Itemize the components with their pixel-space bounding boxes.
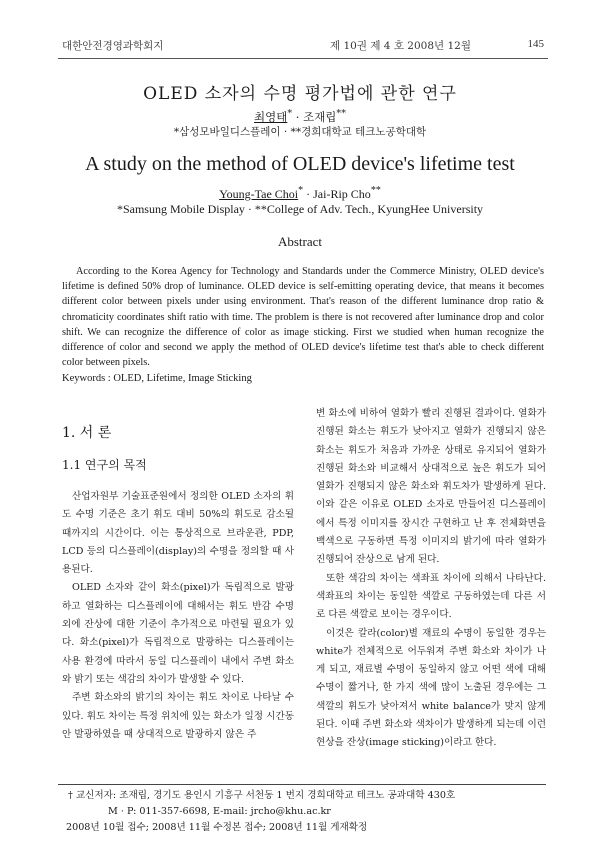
corresponding-author-note: † 교신저자: 조재립, 경기도 용인시 기흥구 서천동 1 번지 경희대학교 테크노 공과대학 430호 (68, 790, 456, 801)
paragraph: OLED 소자와 같이 화소(pixel)가 독립적으로 발광하고 열화하는 디스플레이에 대해서는 휘도 반감 수명 외에 잔상에 대한 기준이 추가적으로 마련될 필요가 있다. 화소(pixel)가 독립적으로 발광하는 디스플레이는 사용 환경에 따라서 동일 디스플레이 내에서 주변 화소와 밝기 또는 색감의 차이가 발생할 수 있다. (62, 582, 294, 685)
author-1-ko-mark: * (287, 108, 293, 119)
english-affiliation: *Samsung Mobile Display · **College of Adv. Tech., KyungHee University (116, 202, 484, 216)
abstract-heading: Abstract (277, 234, 323, 249)
author-2-en-mark: ** (370, 185, 381, 196)
paragraph: 변 화소에 비하여 열화가 빨리 진행된 결과이다. 열화가 진행된 화소는 휘도가 낮아지고 열화가 진행되지 않은 화소는 휘도가 처음과 가까운 상태로 유지되어 열화가 진행된 화소와 비교해서 상대적으로 높은 휘도가 되어 열화가 진행되지 않은 화소와 휘도차가 발생하게 된다. 이와 같은 이유로 OLED 소자로 만들어진 디스플레이에서 특정 이미지를 장시간 구현하고 난 후 전체화면을 백색으로 구동하면 특정 이미지의 밝기에 따라 열화가 진행되어 잔상으로 남게 된다. (316, 408, 546, 566)
page-number: 145 (527, 38, 544, 50)
paragraph: 주변 화소와의 밝기의 차이는 휘도 차이로 나타날 수 있다. 휘도 차이는 특정 위치에 있는 화소가 일정 시간동안 발광하였을 때 상대적으로 발광하지 않은 주 (62, 692, 294, 740)
paragraph: 또한 색감의 차이는 색좌표 차이에 의해서 나타난다. 색좌표의 차이는 동일한 색깔로 구동하였는데 다른 서로 다른 색깔로 보이는 경우이다. (316, 572, 546, 621)
author-2-en: Jai-Rip Cho (313, 187, 371, 201)
abstract-text: According to the Korea Agency for Technology and Standards under the Commerce Ministry, OLED device's lifetime is defined 50% drop of luminance. OLED device is self-emitting operating device, that means it becomes different color between pixels under using environment. That's reason of the different luminance drop ratio & chromaticity coordinates shift ratio with time. The problem is there is not recovered after luminance drop and color shift. We can recognize the difference of color as image sticking. First we studied when human recognize the difference of color and second we apply the method of OLED device's lifetime test that's able to check different color between pixels. (62, 266, 544, 369)
journal-name: 대한안전경영과학회지 (62, 40, 164, 52)
keywords: Keywords : OLED, Lifetime, Image Sticking (62, 373, 252, 384)
author-1-en-mark: * (298, 185, 304, 196)
author-1-ko: 최영태 (254, 109, 288, 124)
paragraph: 산업자원부 기술표준원에서 정의한 OLED 소자의 휘도 수명 기준은 초기 휘도 대비 50%의 휘도로 감소될 때까지의 시간이다. 이는 통상적으로 브라운관, PDP, LCD 등의 디스플레이(display)의 수명을 정의할 때 사용된다. (62, 491, 294, 576)
author-2-ko-mark: ** (336, 108, 346, 119)
subsection-heading-purpose: 1.1 연구의 목적 (62, 458, 147, 472)
footnote-rule (58, 784, 546, 785)
running-header (62, 38, 544, 56)
right-column (316, 405, 546, 753)
issue-info: 제 10권 제 4 호 2008년 12월 (330, 40, 472, 52)
korean-title: OLED 소자의 수명 평가법에 관한 연구 (143, 84, 457, 104)
korean-affiliation: *삼성모바일디스플레이 · **경희대학교 테크노공학대학 (173, 126, 427, 138)
contact-info: M · P: 011-357-6698, E-mail: jrcho@khu.ac.kr (108, 806, 331, 817)
author-separator-en: · (303, 187, 314, 201)
english-authors (0, 185, 600, 202)
english-title: A study on the method of OLED device's lifetime test (85, 153, 515, 175)
header-rule (58, 58, 548, 59)
author-2-ko: 조재립 (303, 109, 337, 124)
author-1-en: Young-Tae Choi (219, 187, 299, 201)
left-column (62, 488, 294, 744)
paragraph: 이것은 칼라(color)별 재료의 수명이 동일한 경우는 white가 전체적으로 어두워져 주변 화소와 차이가 나게 되고, 재료별 수명이 동일하지 않고 어떤 색에 대해 수명이 짧거나, 한 가지 색에 많이 노출된 경우에는 그 색깔의 휘도가 낮아져서 white balance가 맞지 않게 된다. 이때 주변 화소와 색차이가 발생하게 되는데 이런 현상을 잔상(image sticking)이라고 한다. (316, 627, 546, 749)
author-separator-ko: · (292, 109, 304, 124)
section-heading-introduction: 1. 서 론 (62, 425, 112, 441)
submission-dates: 2008년 10월 접수; 2008년 11월 수정본 접수; 2008년 11월 게재확정 (66, 822, 368, 833)
korean-authors (0, 108, 600, 125)
